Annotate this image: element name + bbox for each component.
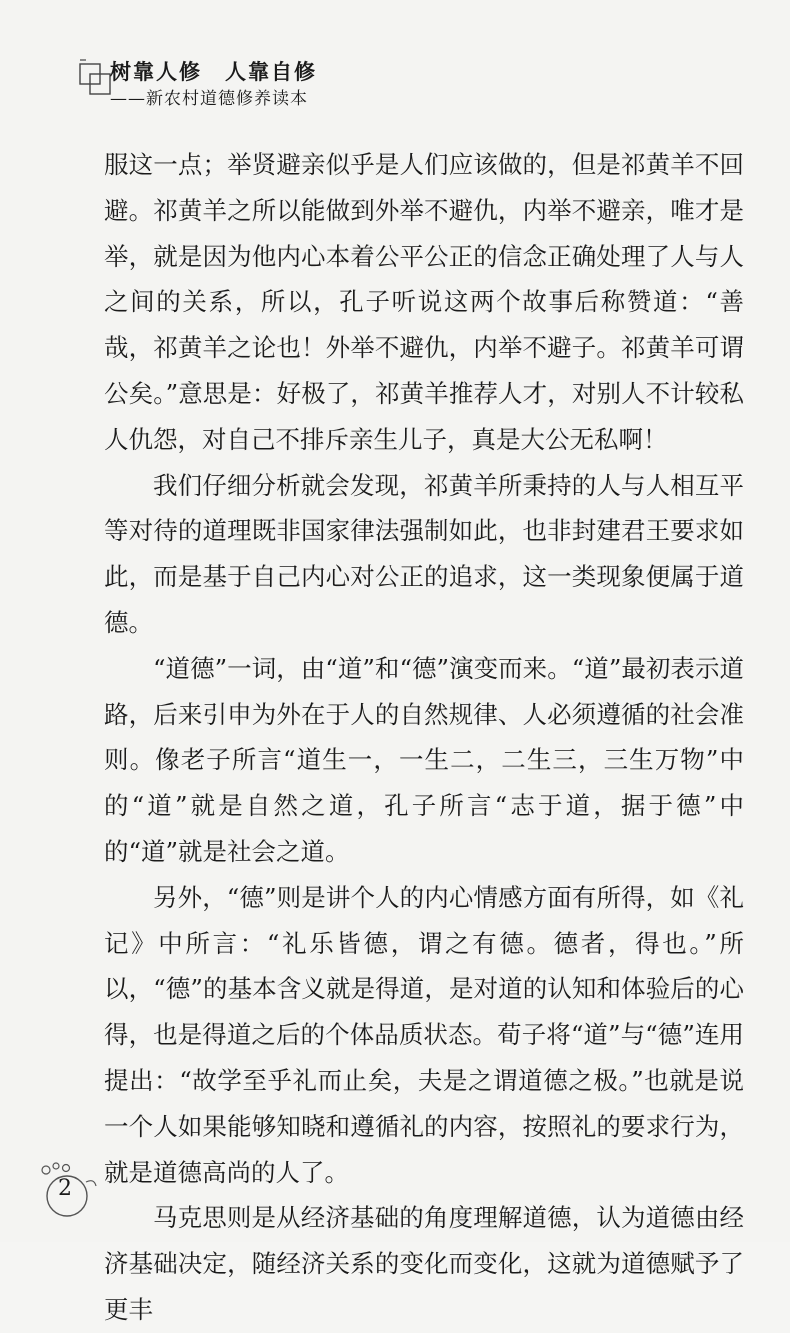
running-head-subtitle: ——新农村道德修养读本 [110, 89, 308, 109]
page-number: 2 [58, 1176, 72, 1201]
paragraph-3: “道德”一词，由“道”和“德”演变而来。“道”最初表示道路，后来引申为外在于人的自然规律、人必须遵循的社会准则。像老子所言“道生一，一生二，二生三，三生万物”中的“道”就是自然之道，孔子所言“志于道，据于德”中的“道”就是社会之道。 [104, 653, 744, 866]
paragraph-2: 我们仔细分析就会发现，祁黄羊所秉持的人与人相互平等对待的道理既非国家律法强制如此，也非封建君王要求如此，而是基于自己内心对公正的追求，这一类现象便属于道德。 [104, 470, 744, 637]
paragraph-5: 马克思则是从经济基础的角度理解道德，认为道德由经济基础决定，随经济关系的变化而变化，这就为道德赋予了更丰 [104, 1203, 744, 1324]
paragraph-1: 服这一点；举贤避亲似乎是人们应该做的，但是祁黄羊不回避。祁黄羊之所以能做到外举不避仇，内举不避亲，唯才是举，就是因为他内心本着公平公正的信念正确处理了人与人之间的关系，所以，孔子听说这两个故事后称赞道：“善哉，祁黄羊之论也！外举不避仇，内举不避子。祁黄羊可谓公矣。”意思是：好极了，祁黄羊推荐人才，对别人不计较私人仇怨，对自己不排斥亲生儿子，真是大公无私啊！ [104, 150, 744, 454]
header-ornament-icon [78, 58, 112, 96]
paragraph-4: 另外，“德”则是讲个人的内心情感方面有所得，如《礼记》中所言：“礼乐皆德，谓之有德。德者，得也。”所以，“德”的基本含义就是得道，是对道的认知和体验后的心得，也是得道之后的个体品质状态。荀子将“道”与“德”连用提出：“故学至乎礼而止矣，夫是之谓道德之极。”也就是说一个人如果能够知晓和遵循礼的内容，按照礼的要求行为，就是道德高尚的人了。 [104, 882, 744, 1187]
body-text [104, 142, 744, 1333]
running-head-title: 树靠人修 人靠自修 [110, 59, 317, 84]
